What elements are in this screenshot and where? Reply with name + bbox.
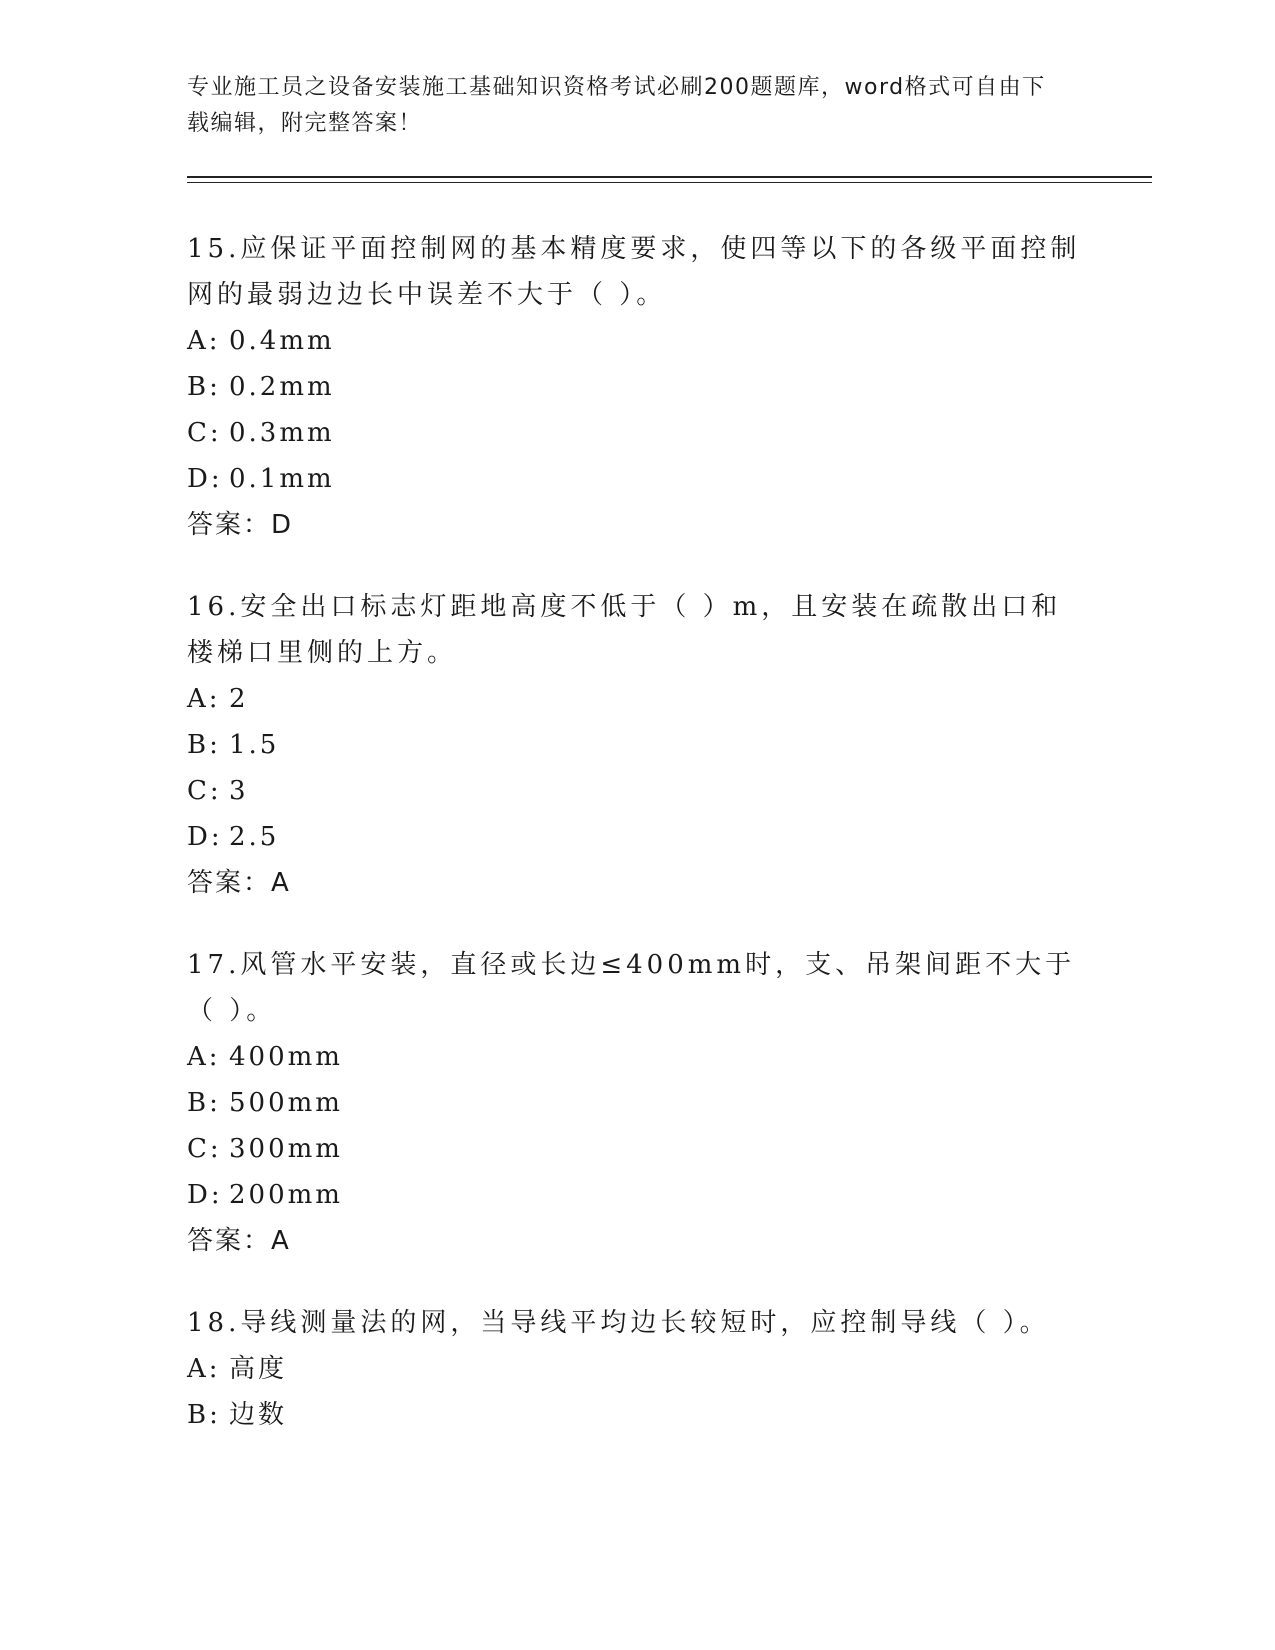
option-text: 0.3mm xyxy=(229,418,335,448)
header-rule-thick xyxy=(187,176,1152,178)
option-letter: B: xyxy=(187,730,221,760)
option-text: 0.2mm xyxy=(229,372,335,402)
option-b xyxy=(187,1392,1087,1438)
option-c xyxy=(187,768,1087,814)
option-text: 高度 xyxy=(229,1354,288,1384)
answer-line: 答案：D xyxy=(187,510,294,540)
answer-line: 答案：A xyxy=(187,868,291,898)
question-18 xyxy=(187,1300,1087,1438)
option-text: 500mm xyxy=(229,1088,343,1118)
option-letter: C: xyxy=(187,776,222,806)
option-c xyxy=(187,1126,1087,1172)
option-letter: B: xyxy=(187,1400,221,1430)
question-stem: 17.风管水平安装，直径或长边≤400mm时，支、吊架间距不大于（ ）。 xyxy=(187,950,1076,1026)
option-a xyxy=(187,318,1087,364)
option-letter: D: xyxy=(187,464,223,494)
option-letter: C: xyxy=(187,1134,222,1164)
option-d xyxy=(187,814,1087,860)
option-text: 3 xyxy=(229,776,249,806)
option-text: 边数 xyxy=(229,1400,288,1430)
option-a xyxy=(187,1346,1087,1392)
option-text: 0.1mm xyxy=(229,464,335,494)
header-rule-thin xyxy=(187,182,1152,183)
option-letter: A: xyxy=(187,1042,221,1072)
option-text: 1.5 xyxy=(229,730,280,760)
option-letter: A: xyxy=(187,1354,221,1384)
option-c xyxy=(187,410,1087,456)
question-stem: 16.安全出口标志灯距地高度不低于（ ）m，且安装在疏散出口和楼梯口里侧的上方。 xyxy=(187,592,1062,668)
question-17 xyxy=(187,942,1087,1264)
option-b xyxy=(187,722,1087,768)
question-16 xyxy=(187,584,1087,906)
option-d xyxy=(187,456,1087,502)
option-text: 200mm xyxy=(229,1180,343,1210)
answer-line: 答案：A xyxy=(187,1226,291,1256)
option-letter: A: xyxy=(187,684,221,714)
document-header: 专业施工员之设备安装施工基础知识资格考试必刷200题题库，word格式可自由下载编辑，附完整答案！ xyxy=(187,75,1046,136)
question-stem: 15.应保证平面控制网的基本精度要求，使四等以下的各级平面控制网的最弱边边长中误差不大于（ ）。 xyxy=(187,234,1081,310)
option-letter: D: xyxy=(187,822,223,852)
option-letter: C: xyxy=(187,418,222,448)
option-letter: A: xyxy=(187,326,221,356)
option-letter: D: xyxy=(187,1180,223,1210)
option-a xyxy=(187,676,1087,722)
option-letter: B: xyxy=(187,372,221,402)
question-15 xyxy=(187,226,1087,548)
option-text: 300mm xyxy=(229,1134,343,1164)
option-b xyxy=(187,1080,1087,1126)
option-letter: B: xyxy=(187,1088,221,1118)
option-text: 0.4mm xyxy=(229,326,335,356)
option-b xyxy=(187,364,1087,410)
option-text: 2.5 xyxy=(229,822,280,852)
option-text: 400mm xyxy=(229,1042,343,1072)
option-text: 2 xyxy=(229,684,249,714)
question-stem: 18.导线测量法的网，当导线平均边长较短时，应控制导线（ ）。 xyxy=(187,1308,1050,1338)
option-d xyxy=(187,1172,1087,1218)
option-a xyxy=(187,1034,1087,1080)
